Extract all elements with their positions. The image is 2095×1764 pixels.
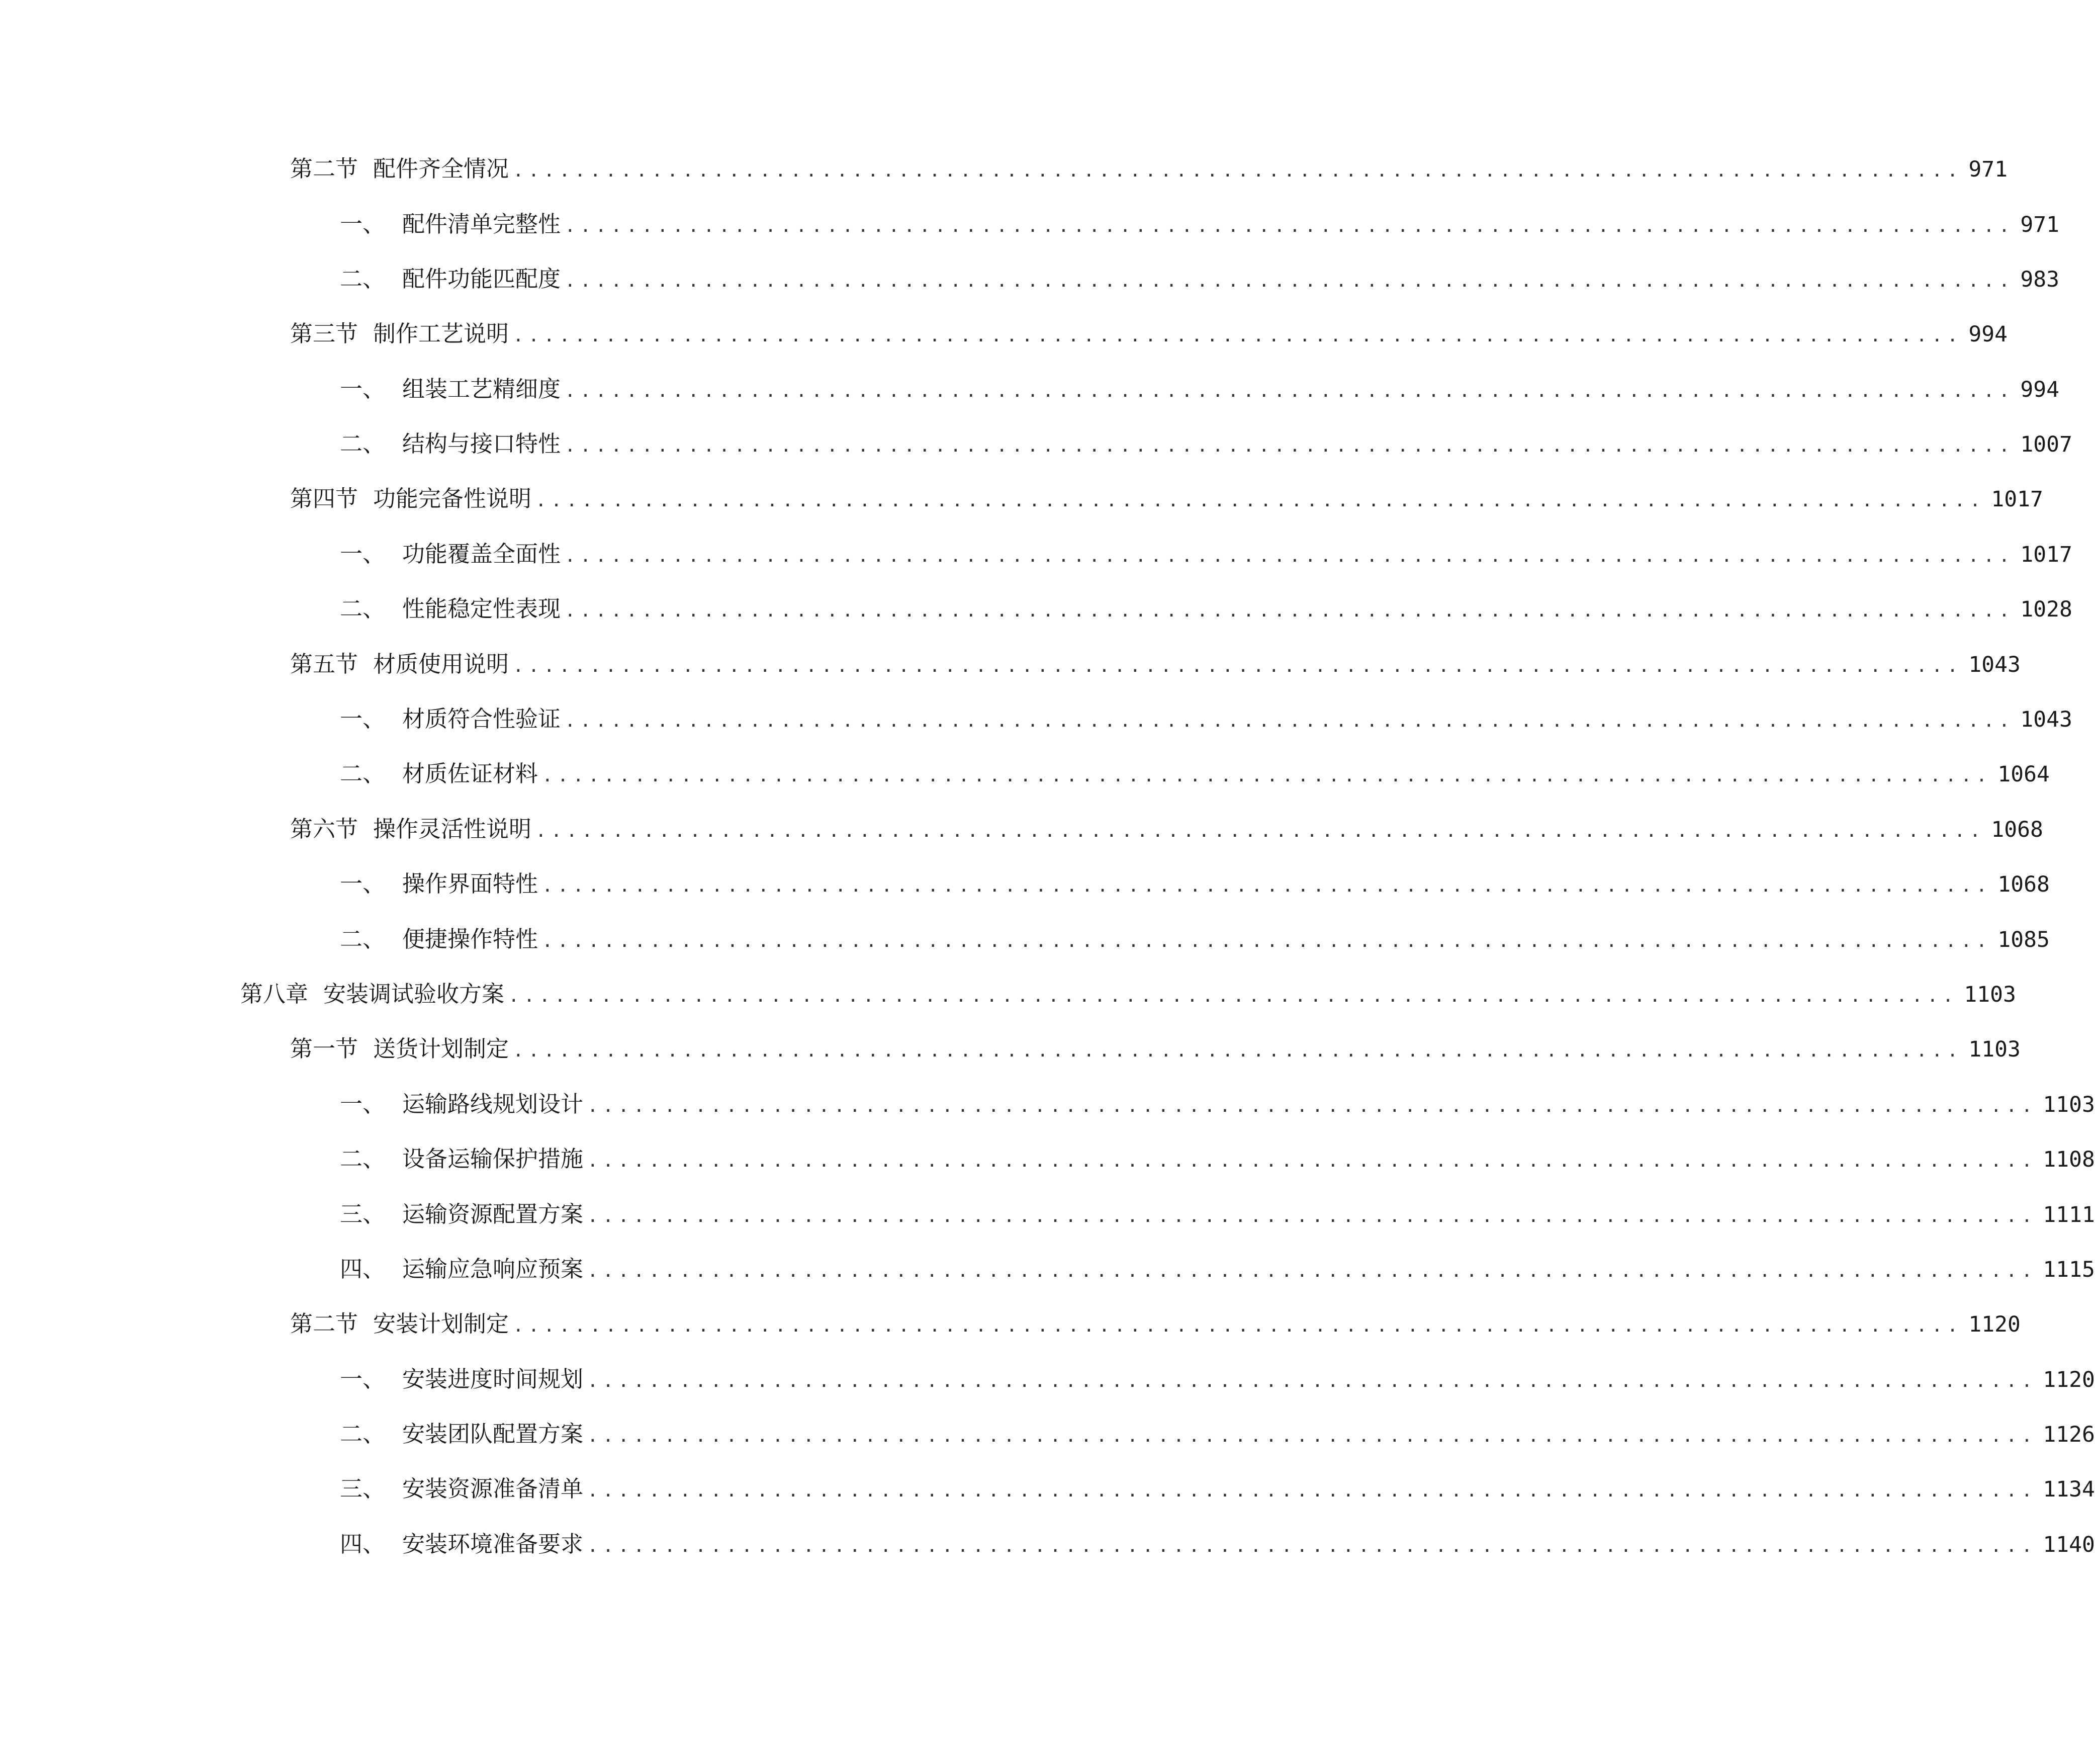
toc-entry-page: 1064 — [1997, 762, 2050, 787]
toc-entry[interactable] — [290, 1034, 2021, 1064]
toc-entry[interactable] — [340, 704, 2072, 734]
toc-entry[interactable] — [340, 1419, 2095, 1449]
toc-entry-number: 一、 — [340, 870, 386, 897]
toc-entry-title: 材质符合性验证 — [402, 705, 561, 732]
toc-dot-leader: .............................................................................................. — [513, 656, 1963, 676]
toc-entry-number: 二、 — [340, 1421, 386, 1447]
toc-entry-page: 1085 — [1997, 927, 2050, 952]
toc-entry-title: 操作界面特性 — [402, 870, 538, 897]
toc-entry[interactable] — [340, 759, 2050, 789]
toc-entry-number: 一、 — [340, 376, 386, 402]
toc-entry-title: 材质使用说明 — [373, 651, 509, 677]
toc-entry-number: 第五节 — [290, 651, 358, 677]
toc-entry[interactable] — [290, 814, 2043, 844]
toc-entry-title: 便捷操作特性 — [402, 926, 538, 952]
toc-entry[interactable] — [290, 484, 2043, 514]
toc-entry-page: 1134 — [2043, 1477, 2095, 1502]
toc-entry-number: 第六节 — [290, 816, 358, 842]
toc-entry-page: 1103 — [1968, 1037, 2021, 1062]
toc-entry-page: 971 — [2020, 212, 2060, 237]
toc-entry-title: 运输应急响应预案 — [402, 1256, 584, 1282]
toc-entry[interactable] — [290, 319, 2008, 349]
toc-entry-page: 1111 — [2043, 1202, 2095, 1227]
toc-entry-title: 配件功能匹配度 — [402, 266, 561, 292]
toc-entry[interactable] — [340, 209, 2060, 239]
toc-entry-page: 1120 — [2043, 1367, 2095, 1392]
toc-dot-leader: .............................................................................................. — [565, 381, 2015, 401]
toc-entry[interactable] — [340, 1474, 2095, 1504]
toc-entry-page: 983 — [2020, 267, 2060, 292]
toc-entry-title: 操作灵活性说明 — [373, 816, 532, 842]
toc-entry-number: 第四节 — [290, 485, 358, 512]
toc-entry-title: 运输路线规划设计 — [402, 1091, 584, 1117]
toc-dot-leader: .............................................................................................. — [587, 1480, 2037, 1501]
toc-entry-page: 1017 — [1991, 487, 2043, 512]
toc-entry[interactable] — [340, 264, 2060, 294]
toc-dot-leader: .............................................................................................. — [513, 1040, 1963, 1061]
toc-entry-number: 一、 — [340, 211, 386, 237]
toc-entry[interactable] — [340, 1364, 2095, 1394]
toc-entry[interactable] — [340, 374, 2060, 404]
toc-entry-title: 功能完备性说明 — [373, 485, 532, 512]
toc-dot-leader: .............................................................................................. — [513, 325, 1963, 346]
toc-entry[interactable] — [290, 1309, 2021, 1339]
toc-entry-title: 功能覆盖全面性 — [402, 541, 561, 567]
toc-entry-page: 994 — [2020, 377, 2060, 402]
toc-entry-title: 组装工艺精细度 — [402, 376, 561, 402]
toc-entry[interactable] — [340, 1254, 2095, 1284]
toc-entry-page: 1103 — [2043, 1092, 2095, 1117]
toc-entry-number: 一、 — [340, 705, 386, 732]
toc-entry-number: 二、 — [340, 595, 386, 622]
toc-entry-number: 二、 — [340, 926, 386, 952]
toc-entry-page: 1007 — [2020, 432, 2072, 457]
toc-entry-number: 三、 — [340, 1201, 386, 1227]
toc-dot-leader: .............................................................................................. — [542, 765, 1992, 786]
toc-dot-leader: .............................................................................................. — [587, 1371, 2037, 1391]
toc-entry-page: 1068 — [1997, 872, 2050, 897]
toc-dot-leader: .............................................................................................. — [535, 821, 1985, 841]
toc-entry[interactable] — [290, 154, 2008, 184]
toc-dot-leader: .............................................................................................. — [587, 1206, 2037, 1226]
toc-entry-title: 安装调试验收方案 — [323, 981, 505, 1007]
toc-entry-title: 结构与接口特性 — [402, 430, 561, 457]
toc-entry[interactable] — [340, 1144, 2095, 1174]
toc-entry-title: 设备运输保护措施 — [402, 1145, 584, 1172]
toc-entry-number: 一、 — [340, 541, 386, 567]
toc-entry-page: 1043 — [2020, 707, 2072, 732]
toc-entry[interactable] — [340, 1089, 2095, 1119]
toc-entry-page: 1017 — [2020, 542, 2072, 567]
toc-entry[interactable] — [340, 869, 2050, 899]
toc-entry-page: 1043 — [1968, 652, 2021, 677]
toc-entry-page: 1068 — [1991, 817, 2043, 842]
toc-dot-leader: .............................................................................................. — [587, 1096, 2037, 1116]
toc-entry-number: 第八章 — [240, 981, 309, 1007]
toc-entry-title: 材质佐证材料 — [402, 760, 538, 787]
toc-entry[interactable] — [240, 979, 2016, 1009]
toc-entry-title: 性能稳定性表现 — [402, 595, 561, 622]
toc-entry[interactable] — [290, 649, 2021, 679]
toc-entry-number: 一、 — [340, 1366, 386, 1392]
toc-dot-leader: .............................................................................................. — [542, 875, 1992, 896]
toc-entry-number: 第二节 — [290, 1310, 358, 1337]
toc-entry-number: 三、 — [340, 1475, 386, 1502]
toc-entry[interactable] — [340, 539, 2072, 569]
toc-entry-page: 1108 — [2043, 1147, 2095, 1172]
toc-entry-number: 第三节 — [290, 320, 358, 347]
toc-entry-number: 二、 — [340, 760, 386, 787]
toc-dot-leader: .............................................................................................. — [513, 1315, 1963, 1336]
toc-entry-number: 四、 — [340, 1256, 386, 1282]
toc-entry[interactable] — [340, 924, 2050, 954]
toc-entry-title: 安装计划制定 — [373, 1310, 509, 1337]
toc-dot-leader: .............................................................................................. — [587, 1426, 2037, 1446]
toc-entry-number: 四、 — [340, 1531, 386, 1557]
toc-entry-number: 二、 — [340, 1145, 386, 1172]
toc-dot-leader: .............................................................................................. — [565, 711, 2015, 731]
toc-entry-title: 配件清单完整性 — [402, 211, 561, 237]
toc-entry-page: 1103 — [1964, 982, 2016, 1007]
toc-dot-leader: .............................................................................................. — [535, 490, 1985, 511]
toc-entry-title: 安装环境准备要求 — [402, 1531, 584, 1557]
toc-dot-leader: .............................................................................................. — [565, 435, 2015, 456]
toc-entry-title: 运输资源配置方案 — [402, 1201, 584, 1227]
toc-entry-page: 1120 — [1968, 1312, 2021, 1337]
toc-entry-page: 994 — [1968, 322, 2008, 347]
toc-entry-page: 1140 — [2043, 1532, 2095, 1557]
toc-entry-page: 1126 — [2043, 1422, 2095, 1447]
toc-dot-leader: .............................................................................................. — [508, 986, 1958, 1006]
toc-entry-title: 送货计划制定 — [373, 1035, 509, 1062]
toc-entry-title: 安装进度时间规划 — [402, 1366, 584, 1392]
toc-entry[interactable] — [340, 1529, 2095, 1559]
toc-entry-page: 1115 — [2043, 1257, 2095, 1282]
toc-entry-number: 二、 — [340, 430, 386, 457]
toc-entry-title: 安装团队配置方案 — [402, 1421, 584, 1447]
toc-dot-leader: .............................................................................................. — [565, 600, 2015, 621]
toc-entry-number: 一、 — [340, 1091, 386, 1117]
toc-entry-page: 971 — [1968, 157, 2008, 182]
toc-entry-title: 安装资源准备清单 — [402, 1475, 584, 1502]
toc-entry-page: 1028 — [2020, 597, 2072, 622]
toc-dot-leader: .............................................................................................. — [587, 1151, 2037, 1171]
toc-dot-leader: .............................................................................................. — [565, 546, 2015, 566]
toc-dot-leader: .............................................................................................. — [513, 160, 1963, 181]
toc-dot-leader: .............................................................................................. — [565, 216, 2015, 236]
toc-entry-number: 第二节 — [290, 155, 358, 182]
toc-entry[interactable] — [340, 1199, 2095, 1229]
toc-dot-leader: .............................................................................................. — [565, 271, 2015, 291]
toc-dot-leader: .............................................................................................. — [587, 1536, 2037, 1556]
toc-dot-leader: .............................................................................................. — [587, 1261, 2037, 1281]
toc-entry-number: 二、 — [340, 266, 386, 292]
toc-entry[interactable] — [340, 594, 2072, 624]
toc-entry-title: 制作工艺说明 — [373, 320, 509, 347]
toc-dot-leader: .............................................................................................. — [542, 931, 1992, 951]
toc-entry-number: 第一节 — [290, 1035, 358, 1062]
toc-entry[interactable] — [340, 429, 2072, 459]
toc-entry-title: 配件齐全情况 — [373, 155, 509, 182]
